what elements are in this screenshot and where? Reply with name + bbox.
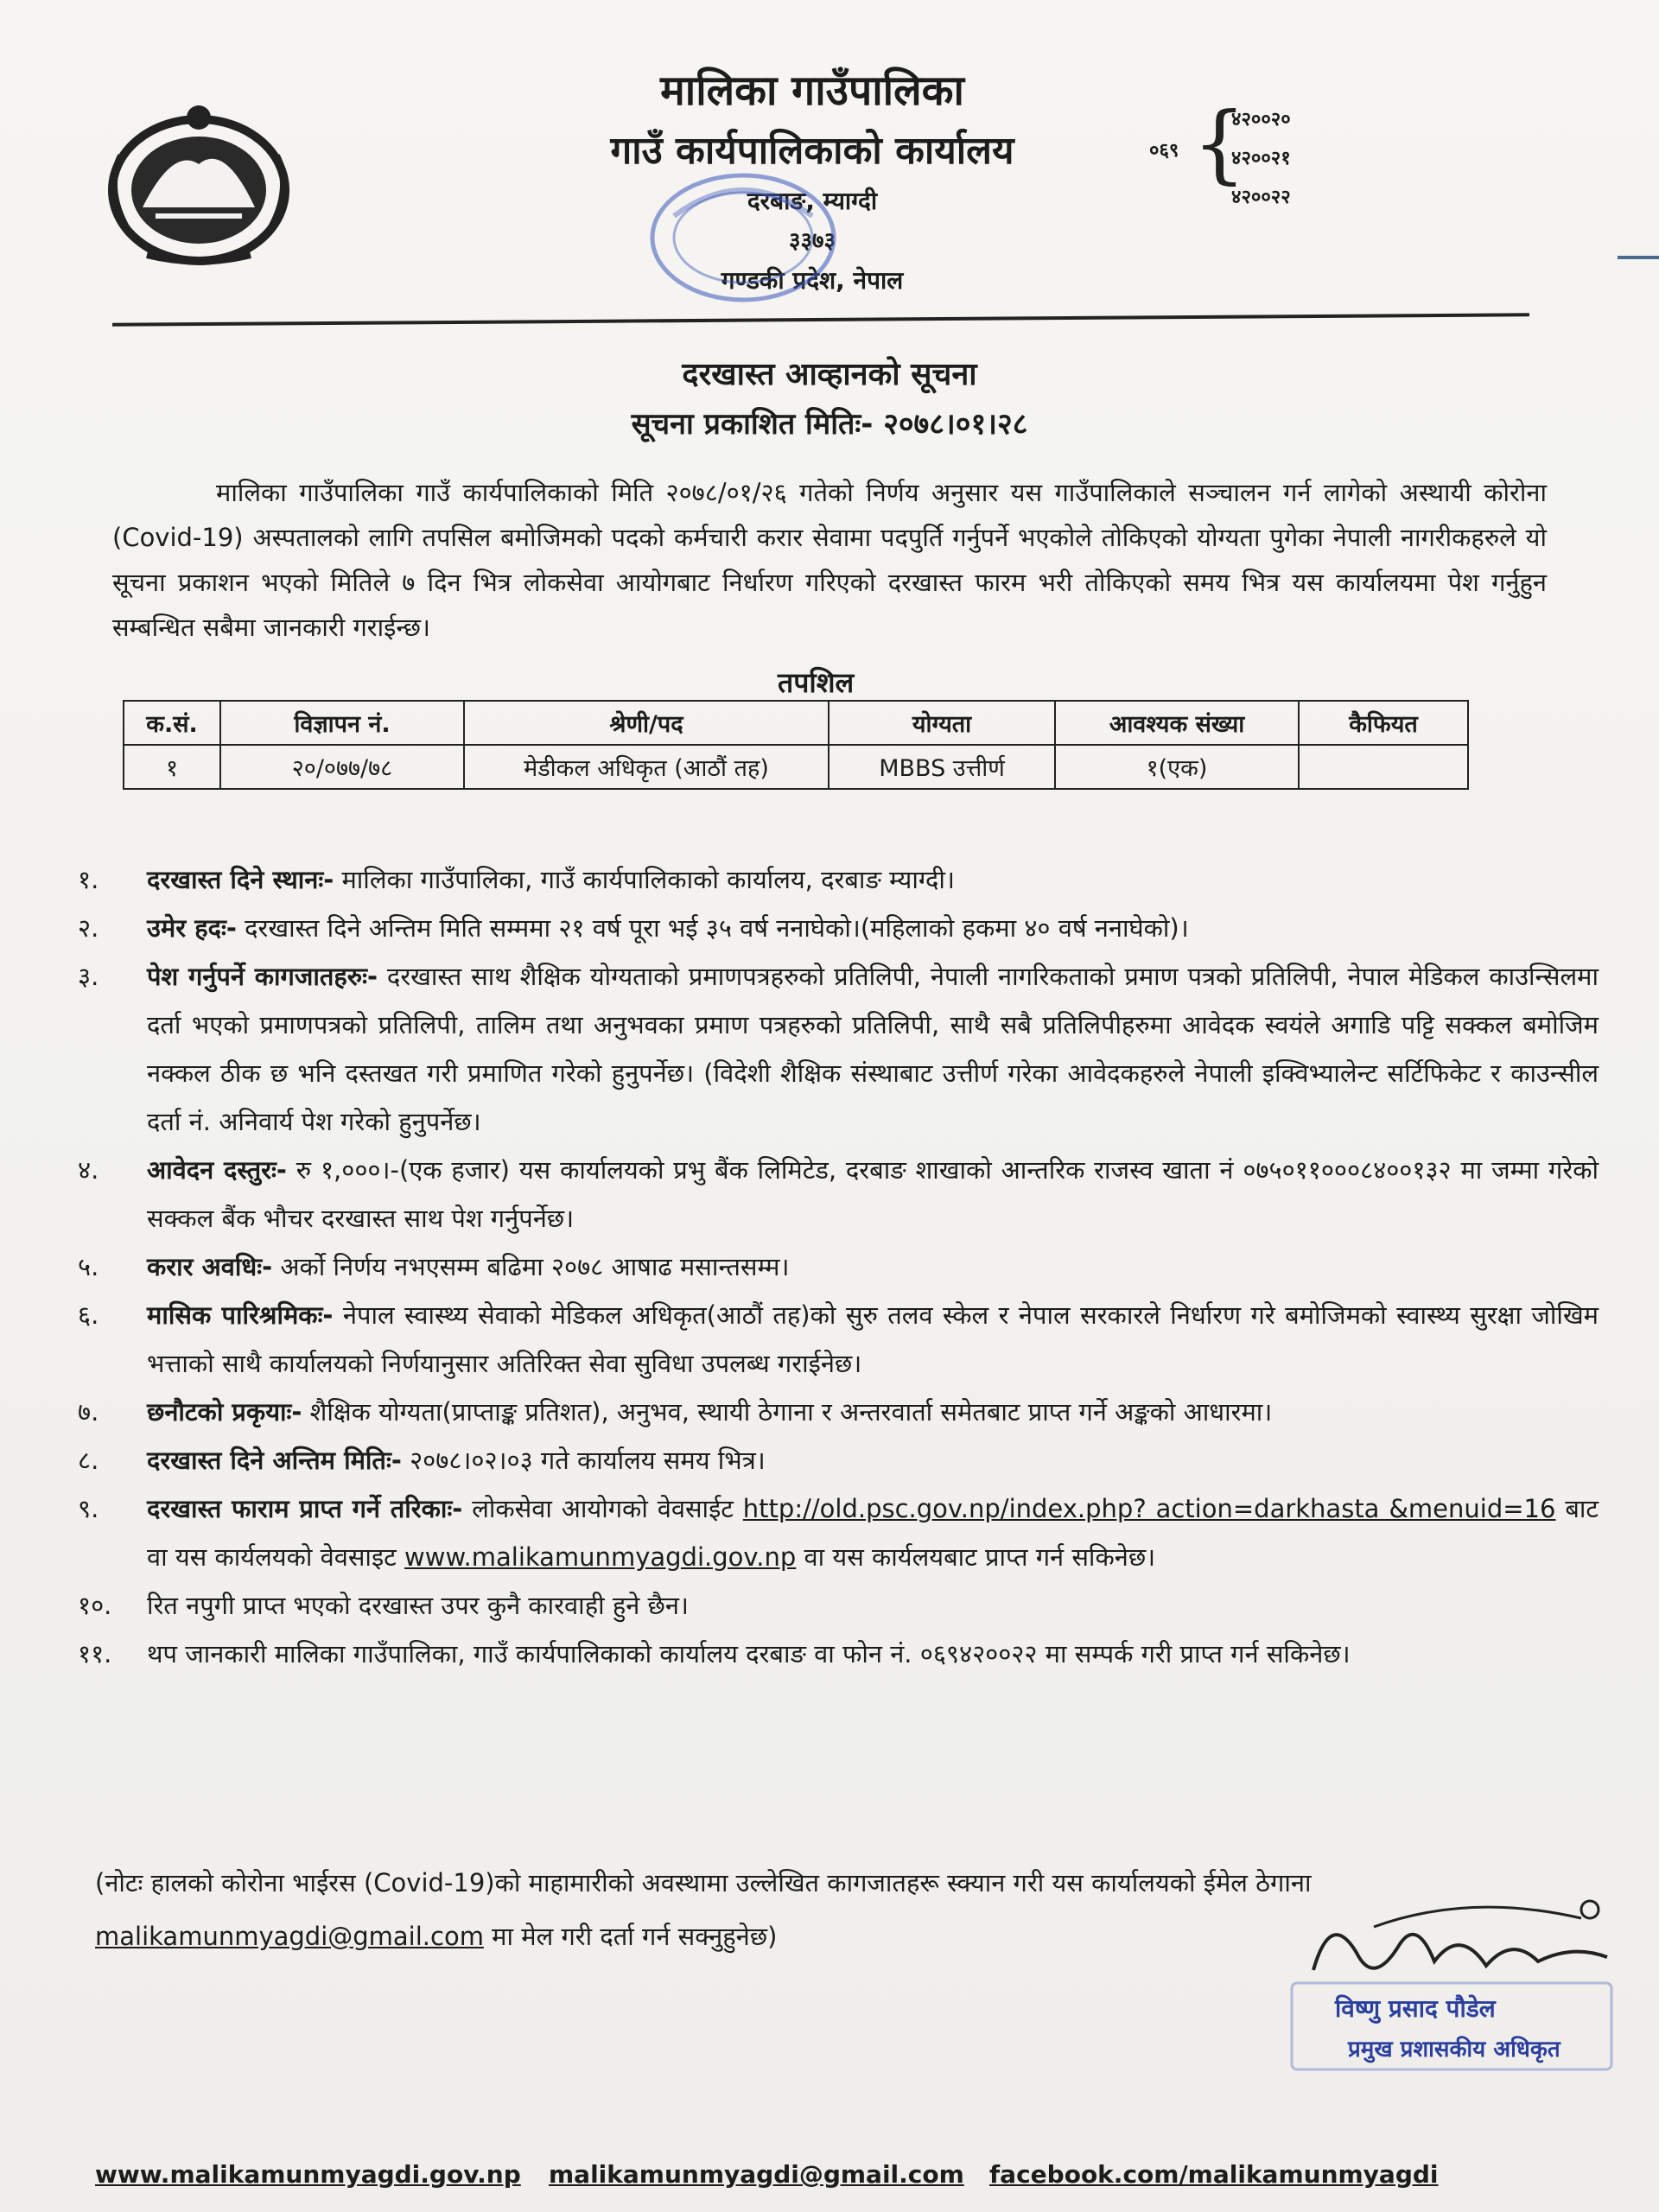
office-name: मालिका गाउँपालिका bbox=[660, 67, 964, 115]
table-header-row bbox=[124, 701, 1468, 745]
item-label: आवेदन दस्तुरः- bbox=[147, 1155, 287, 1185]
item-label: दरखास्त फाराम प्राप्त गर्ने तरिकाः- bbox=[147, 1494, 463, 1523]
table-row bbox=[124, 745, 1468, 789]
item-number: ७. bbox=[78, 1397, 99, 1427]
letterhead-divider bbox=[112, 313, 1529, 326]
vacancy-table bbox=[123, 700, 1469, 790]
item-number: ५. bbox=[78, 1252, 99, 1281]
email-link[interactable]: malikamunmyagdi@gmail.com bbox=[95, 1922, 484, 1951]
item-text: मालिका गाउँपालिका, गाउँ कार्यपालिकाको कार्यालय, दरबाङ म्याग्दी। bbox=[334, 865, 955, 894]
list-item bbox=[78, 1291, 1599, 1388]
table-cell: १ bbox=[124, 745, 220, 789]
item-label: छनौटको प्रकृयाः- bbox=[147, 1397, 302, 1427]
list-item bbox=[78, 1243, 1599, 1291]
list-item bbox=[78, 952, 1599, 1146]
intro-text: मालिका गाउँपालिका गाउँ कार्यपालिकाको मिति २०७८/०१/२६ गतेको निर्णय अनुसार यस गाउँपालिकाले सञ्चालन गर्न लागेको अस्थायी कोरोना (Covid-19) अस्पतालको लागि तपसिल बमोजिमको पदको कर्मचारी करार सेवामा पदपुर्ति गर्नुपर्ने भएकोले तोकिएको योग्यता पुगेका नेपाली नागरीकहरुले यो सूचना प्रकाशन भएको मितिले ७ दिन भित्र लोकसेवा आयोगबाट निर्धारण गरिएको दरखास्त फारम भरी तोकिएको समय भित्र यस कार्यालयमा पेश गर्नुहुन सम्बन्धित सबैमा जानकारी गराईन्छ। bbox=[112, 478, 1547, 642]
phone-number: ४२००२० bbox=[1231, 109, 1291, 130]
item-label: पेश गर्नुपर्ने कागजातहरुः- bbox=[147, 962, 378, 991]
item-number: २. bbox=[78, 913, 99, 943]
list-item bbox=[78, 1436, 1599, 1484]
item-number: ३. bbox=[78, 962, 99, 991]
list-item bbox=[78, 1630, 1599, 1678]
table-cell: मेडीकल अधिकृत (आठौं तह) bbox=[464, 745, 829, 789]
item-text: शैक्षिक योग्यता(प्राप्ताङ्क प्रतिशत), अनुभव, स्थायी ठेगाना र अन्तरवार्ता समेतबाट प्राप्त गर्ने अङ्कको आधारमा। bbox=[302, 1397, 1273, 1427]
published-date: सूचना प्रकाशित मितिः- २०७८।०१।२८ bbox=[631, 407, 1028, 442]
item-number: ११. bbox=[78, 1639, 112, 1669]
col-header: कैफियत bbox=[1299, 701, 1468, 745]
phone-number: ४२००२१ bbox=[1231, 148, 1291, 169]
list-item bbox=[78, 1581, 1599, 1630]
item-text: लोकसेवा आयोगको वेवसाईट bbox=[462, 1494, 743, 1523]
footer-website-link[interactable]: www.malikamunmyagdi.gov.np bbox=[95, 2160, 521, 2189]
edge-mark bbox=[1618, 256, 1659, 259]
notice-title: दरखास्त आव्हानको सूचना bbox=[682, 357, 977, 392]
address-line-1: दरबाङ, म्याग्दी bbox=[747, 187, 878, 215]
list-item bbox=[78, 1146, 1599, 1243]
item-text: अर्को निर्णय नभएसम्म बढिमा २०७८ आषाढ मसान्तसम्म। bbox=[272, 1252, 790, 1281]
col-header: श्रेणी/पद bbox=[464, 701, 829, 745]
phone-area-code: ०६९ bbox=[1149, 140, 1179, 162]
item-text: रित नपुगी प्राप्त भएको दरखास्त उपर कुनै कारवाही हुने छैन। bbox=[147, 1591, 689, 1620]
item-number: ६. bbox=[78, 1300, 99, 1330]
address-line-3: गण्डकी प्रदेश, नेपाल bbox=[721, 266, 904, 295]
footer-email-link[interactable]: malikamunmyagdi@gmail.com bbox=[549, 2160, 964, 2189]
brace-icon: { bbox=[1192, 95, 1247, 194]
item-number: ९. bbox=[78, 1494, 99, 1523]
item-label: दरखास्त दिने अन्तिम मितिः- bbox=[147, 1446, 402, 1475]
address-line-2: ३३७३ bbox=[788, 228, 836, 254]
note-text: मा मेल गरी दर्ता गर्न सक्नुहुनेछ) bbox=[483, 1922, 778, 1951]
col-header: क.सं. bbox=[124, 701, 220, 745]
item-label: मासिक पारिश्रमिकः- bbox=[147, 1300, 334, 1330]
item-text: २०७८।०२।०३ गते कार्यालय समय भित्र। bbox=[401, 1446, 766, 1475]
signatory-title: प्रमुख प्रशासकीय अधिकृत bbox=[1348, 2037, 1560, 2063]
signatory-name: विष्णु प्रसाद पौडेल bbox=[1335, 1994, 1496, 2023]
table-cell bbox=[1299, 745, 1468, 789]
item-label: करार अवधिः- bbox=[147, 1252, 273, 1281]
footer-facebook-link[interactable]: facebook.com/malikamunmyagdi bbox=[989, 2160, 1439, 2189]
item-number: ४. bbox=[78, 1155, 99, 1185]
office-seal-icon bbox=[639, 156, 855, 311]
list-item bbox=[78, 1484, 1599, 1581]
item-label: उमेर हदः- bbox=[147, 913, 237, 943]
item-text: वा यस कार्यलयबाट प्राप्त गर्न सकिनेछ। bbox=[796, 1542, 1156, 1572]
office-subtitle: गाउँ कार्यपालिकाको कार्यालय bbox=[610, 129, 1014, 173]
item-number: १०. bbox=[78, 1591, 112, 1620]
note-text: (नोटः हालको कोरोना भाईरस (Covid-19)को माहामारीको अवस्थामा उल्लेखित कागजातहरू स्क्यान गरी यस कार्यालयको ईमेल ठेगाना bbox=[95, 1868, 1312, 1897]
item-text: दरखास्त साथ शैक्षिक योग्यताको प्रमाणपत्रहरुको प्रतिलिपी, नेपाली नागरिकताको प्रमाण पत्रको प्रतिलिपी, नेपाल मेडिकल काउन्सिलमा दर्ता भएको प्रमाणपत्रको प्रतिलिपी, तालिम तथा अनुभवका प्रमाण पत्रहरुको प्रतिलिपी, साथै सबै प्रतिलिपीहरुमा आवेदक स्वयंले अगाडि पट्टि सक्कल बमोजिम नक्कल ठीक छ भनि दस्तखत गरी प्रमाणित गरेको हुनुपर्नेछ। (विदेशी शैक्षिक संस्थाबाट उत्तीर्ण गरेका आवेदकहरुले नेपाली इक्विभ्यालेन्ट सर्टिफिकेट र काउन्सील दर्ता नं. अनिवार्य पेश गरेको हुनुपर्नेछ। bbox=[147, 962, 1599, 1136]
item-text: थप जानकारी मालिका गाउँपालिका, गाउँ कार्यपालिकाको कार्यालय दरबाङ वा फोन नं. ०६९४२००२२ मा सम्पर्क गरी प्राप्त गर्न सकिनेछ। bbox=[147, 1639, 1351, 1669]
col-header: विज्ञापन नं. bbox=[220, 701, 464, 745]
item-text: दरखास्त दिने अन्तिम मिति सम्ममा २१ वर्ष पूरा भई ३५ वर्ष ननाघेको।(महिलाको हकमा ४० वर्ष ननाघेको)। bbox=[236, 913, 1189, 943]
item-text: रु १,०००।-(एक हजार) यस कार्यालयको प्रभु बैंक लिमिटेड, दरबाङ शाखाको आन्तरिक राजस्व खाता नं ०७५०११०००८४००१३२ मा जम्मा गरेको सक्कल बैंक भौचर दरखास्त साथ पेश गर्नुपर्नेछ। bbox=[147, 1155, 1599, 1233]
nepal-emblem-icon bbox=[95, 95, 302, 268]
list-item bbox=[78, 1388, 1599, 1436]
col-header: योग्यता bbox=[829, 701, 1055, 745]
phone-number: ४२००२२ bbox=[1231, 187, 1291, 208]
website-link[interactable]: www.malikamunmyagdi.gov.np bbox=[404, 1542, 797, 1572]
table-cell: २०/०७७/७८ bbox=[220, 745, 464, 789]
phone-numbers bbox=[1149, 95, 1348, 207]
phone-list bbox=[1231, 100, 1291, 217]
table-cell: MBBS उत्तीर्ण bbox=[829, 745, 1055, 789]
item-text: बाट वा यस कार्यलयको वेवसाइट bbox=[147, 1494, 1599, 1572]
notice-heading bbox=[484, 351, 1175, 449]
table-label: तपशिल bbox=[778, 666, 855, 699]
conditions-list bbox=[78, 855, 1599, 1678]
item-number: १. bbox=[78, 865, 99, 894]
item-number: ८. bbox=[78, 1446, 99, 1475]
item-label: दरखास्त दिने स्थानः- bbox=[147, 865, 334, 894]
col-header: आवश्यक संख्या bbox=[1055, 701, 1299, 745]
psc-link[interactable]: http://old.psc.gov.np/index.php? action=darkhasta &menuid=16 bbox=[742, 1494, 1556, 1523]
list-item bbox=[78, 855, 1599, 904]
intro-paragraph bbox=[112, 470, 1547, 650]
item-text: नेपाल स्वास्थ्य सेवाको मेडिकल अधिकृत(आठौं तह)को सुरु तलव स्केल र नेपाल सरकारले निर्धारण गरे बमोजिमको स्वास्थ्य सुरक्षा जोखिम भत्ताको साथै कार्यालयको निर्णयानुसार अतिरिक्त सेवा सुविधा उपलब्ध गराईनेछ। bbox=[147, 1300, 1599, 1378]
table-cell: १(एक) bbox=[1055, 745, 1299, 789]
list-item bbox=[78, 904, 1599, 952]
